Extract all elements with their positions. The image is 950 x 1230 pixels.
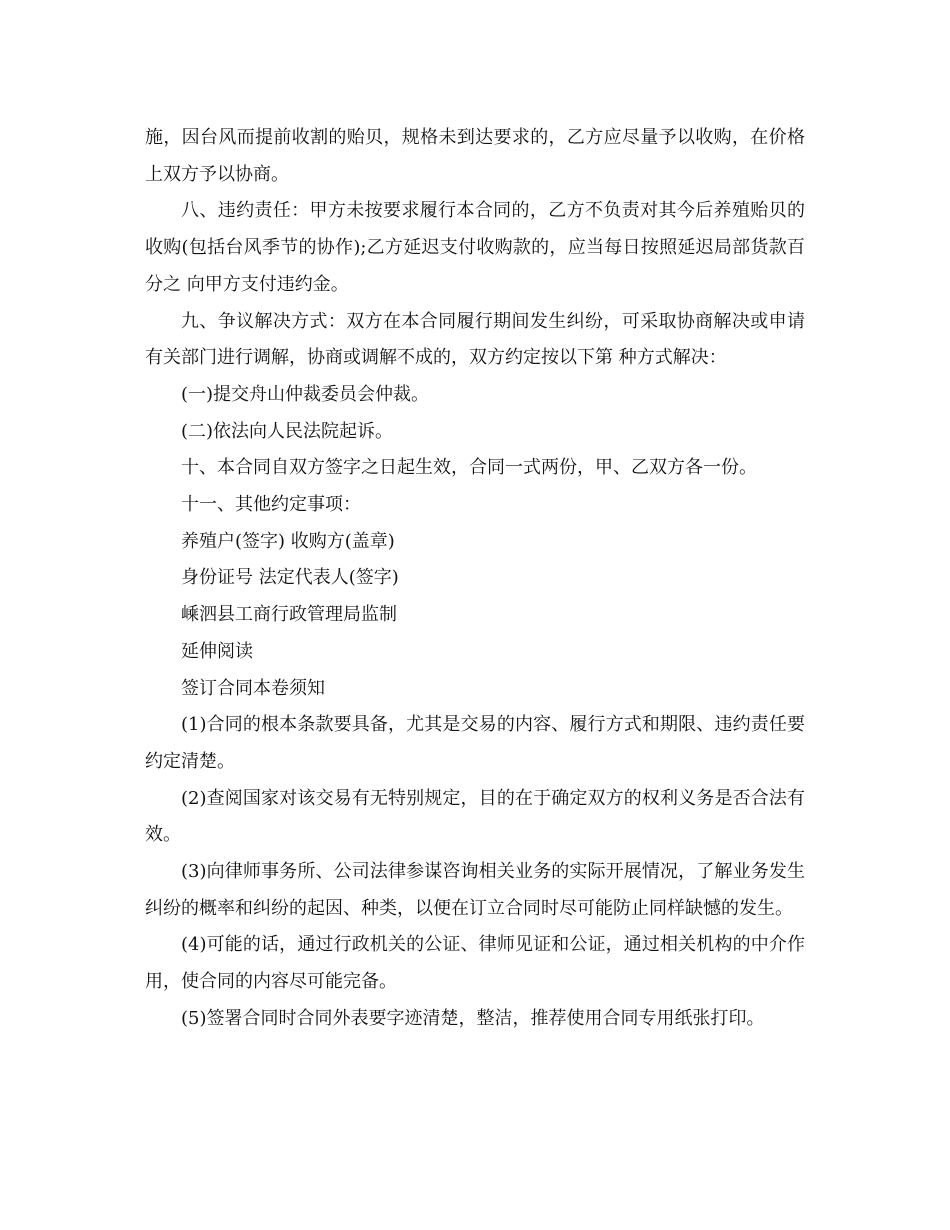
note-item-3: (3)向律师事务所、公司法律参谋咨询相关业务的实际开展情况，了解业务发生纠纷的概率和纠纷的起因、种类，以便在订立合同时尽可能防止同样缺憾的发生。 [145,861,805,919]
signature-line-parties: 养殖户(签字) 收购方(盖章) [181,530,395,552]
signature-line-id: 身份证号 法定代表人(签字) [181,567,399,589]
note-item-5: (5)签署合同时合同外表要字迹清楚，整洁，推荐使用合同专用纸张打印。 [181,1007,765,1029]
paragraph-effectiveness: 十、本合同自双方签字之日起生效，合同一式两份，甲、乙双方各一份。 [181,457,757,479]
notes-heading: 签订合同本卷须知 [181,677,325,699]
paragraph-continuation: 施，因台风而提前收割的贻贝，规格未到达要求的，乙方应尽量予以收购，在价格上双方予以协商。 [145,127,805,185]
note-item-2: (2)查阅国家对该交易有无特别规定，目的在于确定双方的权利义务是否合法有效。 [145,787,805,846]
paragraph-breach-liability: 八、违约责任：甲方未按要求履行本合同的，乙方不负责对其今后养殖贻贝的收购(包括台风季节的协作);乙方延迟支付收购款的，应当每日按照延迟局部货款百分之 向甲方支付违约金。 [145,200,805,295]
note-item-4: (4)可能的话，通过行政机关的公证、律师见证和公证，通过相关机构的中介作用，使合同的内容尽可能完备。 [145,934,805,993]
paragraph-dispute-resolution: 九、争议解决方式：双方在本合同履行期间发生纠纷，可采取协商解决或申请有关部门进行调解，协商或调解不成的，双方约定按以下第 种方式解决： [145,310,805,369]
document-body [145,120,805,1038]
supervisor-line: 嵊泗县工商行政管理局监制 [181,604,397,626]
paragraph-litigation-option: (二)依法向人民法院起诉。 [181,420,394,442]
extended-reading-heading: 延伸阅读 [181,640,253,662]
note-item-1: (1)合同的根本条款要具备，尤其是交易的内容、履行方式和期限、违约责任要约定清楚。 [145,714,805,772]
paragraph-arbitration-option: (一)提交舟山仲裁委员会仲裁。 [181,383,430,405]
paragraph-other-matters: 十一、其他约定事项： [181,494,361,516]
